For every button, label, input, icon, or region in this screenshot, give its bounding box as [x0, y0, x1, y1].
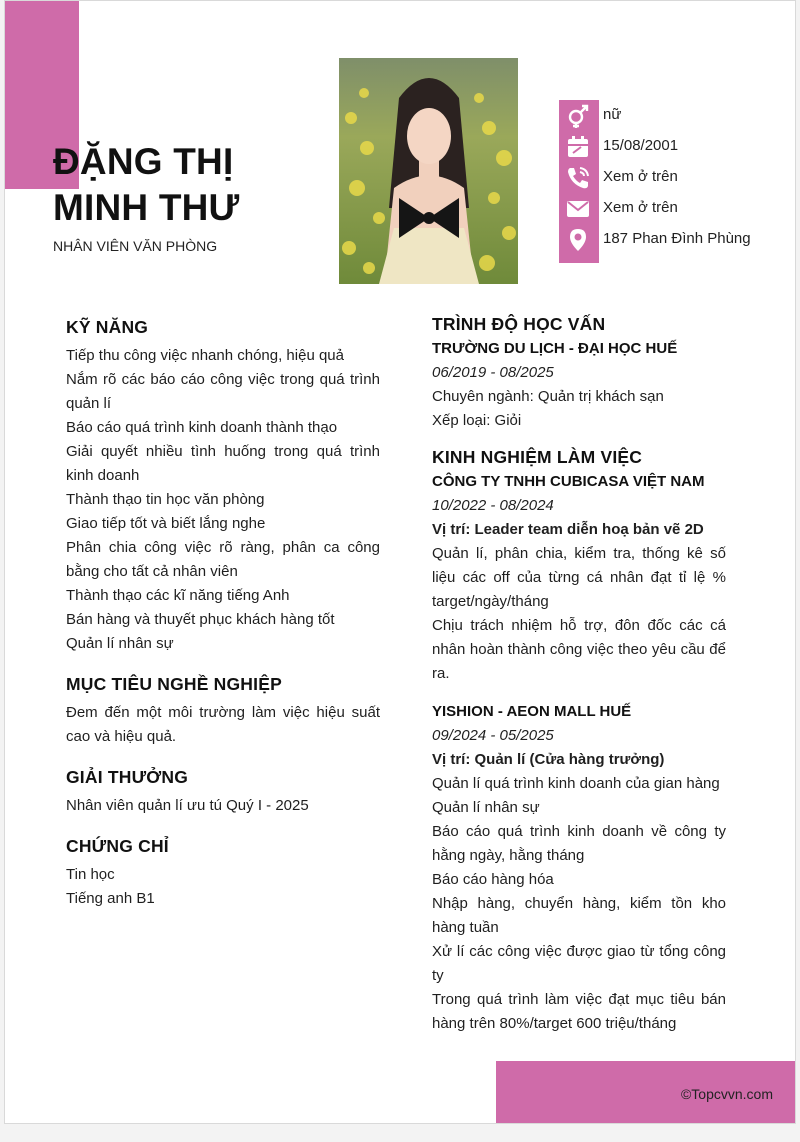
experience-section	[432, 447, 726, 1036]
job-duty: Quản lí quá trình kinh doanh của gian hàng	[432, 775, 720, 792]
job-company: YISHION - AEON MALL HUẾ	[432, 703, 632, 720]
resume-page	[4, 0, 796, 1124]
job-duty: Báo cáo hàng hóa	[432, 871, 554, 888]
objective-section	[66, 674, 380, 749]
job-period: 09/2024 - 05/2025	[432, 727, 554, 744]
job-duty: Báo cáo quá trình kinh doanh về công ty hằng ngày, hằng tháng	[432, 823, 726, 864]
objective-title: MỤC TIÊU NGHỀ NGHIỆP	[66, 674, 282, 694]
contact-gender-text: nữ	[603, 106, 622, 123]
contact-phone-text: Xem ở trên	[603, 168, 678, 185]
skill-item: Thành thạo các kĩ năng tiếng Anh	[66, 587, 290, 604]
job-position: Vị trí: Quản lí (Cửa hàng trưởng)	[432, 751, 665, 768]
skill-item: Giao tiếp tốt và biết lắng nghe	[66, 515, 266, 532]
education-title: TRÌNH ĐỘ HỌC VẤN	[432, 314, 606, 334]
awards-title: GIẢI THƯỞNG	[66, 767, 189, 787]
contact-email-text: Xem ở trên	[603, 199, 678, 216]
job-position: Vị trí: Leader team diễn hoạ bản vẽ 2D	[432, 521, 704, 538]
skills-section	[66, 317, 380, 656]
experience-title: KINH NGHIỆM LÀM VIỆC	[432, 447, 643, 467]
contact-gender	[559, 100, 796, 131]
education-major: Chuyên ngành: Quản trị khách sạn	[432, 388, 664, 405]
job-title: NHÂN VIÊN VĂN PHÒNG	[53, 238, 218, 254]
certificate-item: Tin học	[66, 866, 115, 883]
job-company: CÔNG TY TNHH CUBICASA VIỆT NAM	[432, 473, 705, 490]
contact-birthday-text: 15/08/2001	[603, 137, 679, 154]
job-period: 10/2022 - 08/2024	[432, 497, 554, 514]
job-entry	[432, 470, 726, 686]
certificate-item: Tiếng anh B1	[66, 890, 155, 907]
objective-text: Đem đến một môi trường làm việc hiệu suất cao và hiệu quả.	[66, 704, 380, 745]
candidate-name	[53, 139, 239, 231]
profile-photo	[339, 58, 518, 284]
job-duty: Nhập hàng, chuyển hàng, kiểm tồn kho hàng tuần	[432, 895, 726, 936]
skill-item: Giải quyết nhiều tình huống trong quá trình kinh doanh	[66, 443, 380, 484]
location-icon	[565, 227, 591, 253]
job-entry	[432, 700, 726, 1036]
skills-title: KỸ NĂNG	[66, 317, 149, 337]
certificates-section	[66, 836, 380, 911]
email-icon	[565, 196, 591, 222]
skill-item: Quản lí nhân sự	[66, 635, 174, 652]
skill-item: Thành thạo tin học văn phòng	[66, 491, 265, 508]
phone-icon	[565, 165, 591, 191]
education-school: TRƯỜNG DU LỊCH - ĐẠI HỌC HUẾ	[432, 340, 678, 357]
job-duty: Xử lí các công việc được giao từ tổng công ty	[432, 943, 726, 984]
copyright: ©Topcvvn.com	[680, 1086, 773, 1102]
certificates-title: CHỨNG CHỈ	[66, 836, 169, 856]
contact-birthday	[559, 131, 796, 162]
education-section	[432, 314, 726, 433]
gender-icon	[565, 103, 591, 129]
job-duty: Quản lí, phân chia, kiểm tra, thống kê số liệu các off của từng cá nhân đạt tỉ lệ % target/ngày/tháng	[432, 545, 726, 610]
right-column	[432, 314, 726, 1054]
contact-phone	[559, 162, 796, 193]
left-column	[66, 317, 380, 929]
skill-item: Nắm rõ các báo cáo công việc trong quá trình quản lí	[66, 371, 380, 412]
skill-item: Tiếp thu công việc nhanh chóng, hiệu quả	[66, 347, 344, 364]
skill-item: Phân chia công việc rõ ràng, phân ca công bằng cho tất cả nhân viên	[66, 539, 380, 580]
name-line-2: MINH THƯ	[53, 187, 240, 228]
calendar-icon	[565, 134, 591, 160]
education-grade: Xếp loại: Giỏi	[432, 412, 522, 429]
skill-item: Bán hàng và thuyết phục khách hàng tốt	[66, 611, 335, 628]
award-item: Nhân viên quản lí ưu tú Quý I - 2025	[66, 797, 309, 814]
skill-item: Báo cáo quá trình kinh doanh thành thạo	[66, 419, 338, 436]
job-duty: Quản lí nhân sự	[432, 799, 540, 816]
education-period: 06/2019 - 08/2025	[432, 364, 554, 381]
contact-email	[559, 193, 796, 224]
contact-list	[559, 100, 796, 255]
contact-address	[559, 224, 796, 255]
name-line-1: ĐẶNG THỊ	[53, 141, 234, 182]
awards-section	[66, 767, 380, 818]
job-duty: Chịu trách nhiệm hỗ trợ, đôn đốc các cá nhân hoàn thành công việc theo yêu cầu để ra.	[432, 617, 726, 682]
job-duty: Trong quá trình làm việc đạt mục tiêu bán hàng trên 80%/target 600 triệu/tháng	[432, 991, 726, 1032]
contact-address-text: 187 Phan Đình Phùng	[603, 230, 751, 247]
